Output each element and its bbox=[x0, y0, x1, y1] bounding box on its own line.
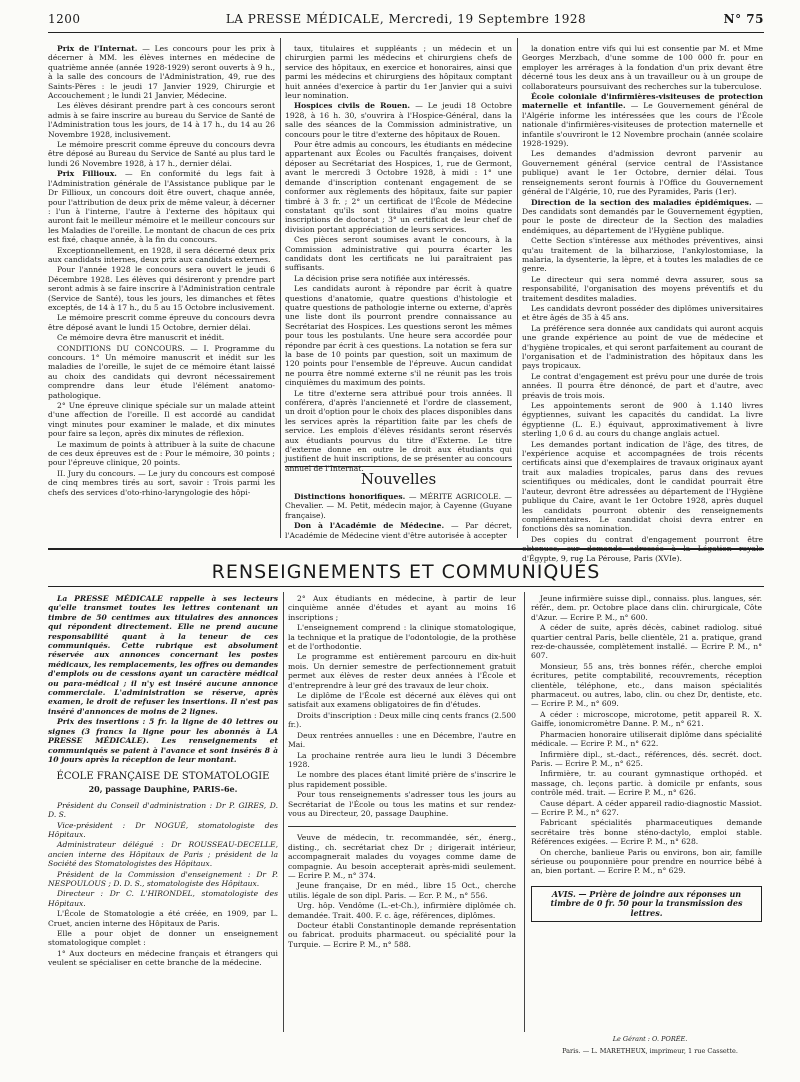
list-item: Infirmière, tr. au courant gymnastique orthopéd. et massage, ch. leçons partic. à domicile pr enfants, sous contrôle méd. trait. — Ecrire P. M., n° 626. bbox=[531, 769, 762, 798]
issue-number: N° 75 bbox=[723, 12, 764, 26]
paragraph-text: CONDITIONS DU CONCOURS. — I. Programme du concours. 1° Un mémoire manuscrit et inédit sur les maladies de l'oreille, le sujet de ce mémoire étant laissé au choix des candidats qui devront nécessairement comprendre dans leur étude l'élément anatomo-pathologique. bbox=[48, 343, 275, 400]
list-item: 1° Aux docteurs en médecine français et étrangers qui veulent se spécialiser en cette branche de la médecine. bbox=[48, 948, 278, 968]
list-item: Jeune infirmière suisse dipl., connaiss. plus. langues, sér. référ., dem. pr. Octobre place dans clin. chirurgicale, Côte d'Azur. — Ecrire P. M., n° 600. bbox=[531, 594, 762, 622]
list-item: Président du Conseil d'administration : Dr P. GIRES, D. D. S. bbox=[48, 800, 278, 820]
list-item: Administrateur délégué : Dr ROUSSEAU-DECELLE, ancien interne des Hôpitaux de Paris ; président de la Société des Stomatologistes des Hôpitaux. bbox=[48, 840, 278, 869]
imprint bbox=[540, 1033, 760, 1057]
banner-rule-bottom bbox=[48, 586, 764, 587]
list-item: Elle a pour objet de donner un enseignement stomatologique complet : bbox=[48, 929, 278, 948]
column-3 bbox=[522, 44, 763, 563]
paragraph bbox=[48, 265, 275, 312]
paragraph-text: — Le Gouvernement général de l'Algérie informe les intéressées que les cours de l'École nationale d'infirmières-visiteuses de protection maternelle et infantile s'ouvriront le 12 Novembre prochain (année scolaire 1928-1929). bbox=[522, 101, 763, 149]
paragraph bbox=[522, 149, 763, 196]
paragraph-text: Les élèves désirant prendre part à ces concours seront admis à se faire inscrire au bureau du Service de Santé de l'Administration tous les jours, de 14 à 17 h., du 14 au 26 Novembre 1928, inclusivement. bbox=[48, 101, 275, 139]
paragraph bbox=[48, 440, 275, 468]
printer-line: Paris. — L. MARETHEUX, imprimeur, 1 rue Cassette. bbox=[562, 1047, 738, 1055]
paragraph bbox=[522, 44, 763, 91]
manager-line: Le Gérant : O. PORÉE. bbox=[612, 1035, 688, 1043]
header-rule bbox=[48, 32, 764, 33]
classified-ads bbox=[288, 833, 516, 949]
paragraph-text: La décision prise sera notifiée aux intéressés. bbox=[294, 273, 471, 283]
paragraph-text: Les appointements seront de 900 à 1.140 livres égyptiennes, suivant les capacités du candidat. La livre égyptienne (L. E.) équivaut, approximativement à livre sterling 1,0 6 d. au cours du change anglais actuel. bbox=[522, 401, 763, 439]
classifieds-column-3 bbox=[531, 594, 762, 1034]
paragraph-text: taux, titulaires et suppléants ; un médecin et un chirurgien parmi les médecins et chirurgiens chefs de service des hôpitaux, en exercice et honoraires, ainsi que parmi les médecins et chirurgiens des hôpitaux comptant huit années d'exercice à partir du 1er Janvier qui a suivi leur nomination. bbox=[285, 44, 512, 101]
paragraph-text: Les candidats devront posséder des diplômes universitaires et être âgés de 35 à 45 ans. bbox=[522, 303, 763, 323]
paragraph bbox=[285, 492, 512, 520]
paragraph bbox=[48, 344, 275, 400]
paragraph-heading: École coloniale d'infirmières-visiteuses de protection maternelle et infantile. bbox=[522, 92, 763, 111]
list-item: Veuve de médecin, tr. recommandée, sér., énerg., disting., ch. secrétariat chez Dr ; dirigerait intérieur, accompagnerait malades du voyages comme dame de compagnie. Au besoin accepterait après-midi seulement. — Ecrire P. M., n° 374. bbox=[288, 833, 516, 880]
list-item: Vice-président : Dr NOGUÉ, stomatologiste des Hôpitaux. bbox=[48, 820, 278, 839]
paragraph-text: — Des candidats sont demandés par le Gouvernement égyptien, pour le poste de directeur de la Section des maladies endémiques, au département de l'Hygiène publique. bbox=[522, 197, 763, 235]
section-banner: RENSEIGNEMENTS ET COMMUNIQUÉS bbox=[211, 561, 601, 583]
paragraph bbox=[285, 235, 512, 273]
paragraph-text: — MÉRITE AGRICOLE. — Chevalier. — M. Petit, médecin major, à Cayenne (Guyane française). bbox=[285, 492, 512, 520]
list-item: Pharmacien honoraire utiliserait diplôme dans spécialité médicale. — Ecrire P. M., n° 622. bbox=[531, 729, 762, 749]
banner-rule-top bbox=[48, 548, 764, 550]
paragraph-text: Exceptionnellement, en 1928, il sera décerné deux prix aux candidats internes, deux prix aux candidats externes. bbox=[48, 245, 275, 264]
classifieds-column-1 bbox=[48, 594, 278, 1034]
list-item: Directeur : Dr C. L'HIRONDEL, stomatologiste des Hôpitaux. bbox=[48, 889, 278, 908]
paragraph bbox=[522, 275, 763, 303]
classifieds-intro: La PRESSE MÉDICALE rappelle à ses lecteurs qu'elle transmet toutes les lettres contenant un timbre de 50 centimes aux titulaires des annonces qui répondent directement. Elle ne prend aucune responsabilité quant à la teneur de ces communiqués. Cette rubrique est absolument réservée aux annonces concernant les postes médicaux, les remplacements, les offres ou demandes d'emplois ou de cessions ayant un caractère médical ou para-médical ; il n'y est inséré aucune annonce commerciale. L'administration se réserve, après examen, le droit de refuser les insertions. Il n'est pas inséré d'annonces de moins de 2 lignes. bbox=[48, 594, 278, 716]
column-divider bbox=[524, 592, 525, 1032]
section-rule bbox=[285, 466, 512, 467]
list-item: Pour tous renseignements s'adresser tous les jours au Secrétariat de l'École ou tous les matins et sur rendez-vous au Directeur, 20, passage Dauphine. bbox=[288, 790, 516, 818]
paragraph bbox=[522, 401, 763, 439]
paragraph-text: Le maximum de points à attribuer à la suite de chacune de ces deux épreuves est de : Pour le mémoire, 30 points ; pour l'épreuve clinique, 20 points. bbox=[48, 439, 275, 468]
paragraph bbox=[285, 521, 512, 540]
list-item: Le nombre des places étant limité prière de s'inscrire le plus rapidement possible. bbox=[288, 770, 516, 789]
paragraph-text: la donation entre vifs qui lui est consentie par M. et Mme Georges Merzbach, d'une somme de 100 000 fr. pour en employer les arrérages à la fondation d'un prix devant être décerné tous les deux ans à un travailleur ou à un groupe de collaborateurs poursuivant des recherches sur la tuberculose. bbox=[522, 44, 763, 91]
paragraph bbox=[522, 440, 763, 534]
paragraph-text: La préférence sera donnée aux candidats qui auront acquis une grande expérience au point de vue de médecine et d'hygiène tropicales, et qui seront parfaitement au courant de l'organisation et de l'administration des hôpitaux dans les pays tropicaux. bbox=[522, 323, 763, 371]
paragraph bbox=[48, 333, 275, 342]
journal-title: LA PRESSE MÉDICALE, Mercredi, 19 Septembre 1928 bbox=[225, 12, 587, 26]
paragraph bbox=[48, 401, 275, 439]
paragraph bbox=[522, 304, 763, 323]
paragraph bbox=[48, 101, 275, 139]
paragraph-text: Ce mémoire devra être manuscrit et inédit. bbox=[57, 333, 225, 343]
paragraph-heading: Distinctions honorifiques. bbox=[294, 492, 409, 501]
paragraph bbox=[285, 389, 512, 474]
paragraph-heading: Hospices civils de Rouen. bbox=[294, 101, 416, 111]
paragraph-text: 2° Une épreuve clinique spéciale sur un malade atteint d'une affection de l'oreille. Il est accordé au candidat vingt minutes pour examiner le malade, et dix minutes pour faire sa leçon, après dix minutes de réflexion. bbox=[48, 401, 275, 439]
paragraph-text: — Les concours pour les prix à décerner à MM. les élèves internes en médecine de quatrième année (année 1928-1929) seront ouverts à 9 h., à la salle des concours de l'Administration, 49, rue des Saints-Pères : le jeudi 17 Janvier 1929, Chirurgie et Accouchement ; le lundi 21 Janvier, Médecine. bbox=[48, 44, 275, 101]
list-item: A céder : microscope, microtome, petit appareil R. X. Gaiffe, ionomicromètre Danne. P. M., n° 621. bbox=[531, 709, 762, 729]
school-name: ÉCOLE FRANÇAISE DE STOMATOLOGIE bbox=[56, 771, 270, 783]
classified-ads bbox=[531, 594, 762, 876]
paragraph bbox=[522, 324, 763, 371]
list-item: Le diplôme de l'École est décerné aux élèves qui ont satisfait aux examens obligatoires de fin d'études. bbox=[288, 691, 516, 710]
paragraph-text: Le mémoire prescrit comme épreuve du concours devra être déposé avant le lundi 15 Octobre, dernier délai. bbox=[48, 313, 275, 332]
school-staff bbox=[48, 801, 278, 908]
list-item: Jeune française, Dr en méd., libre 15 Oct., cherche utilis. légale de son dipl. Paris. — Ecr. P. M., n° 556. bbox=[288, 881, 516, 900]
page-header bbox=[48, 10, 764, 28]
column-divider bbox=[280, 38, 281, 538]
paragraph bbox=[285, 44, 512, 100]
paragraph-text: Cette Section s'intéresse aux méthodes préventives, ainsi qu'au traitement de la bilharziose, l'ankylostomiase, la malaria, la dysenterie, la lèpre, et à toutes les maladies de ce genre. bbox=[522, 236, 763, 274]
nouvelles-heading: Nouvelles bbox=[360, 470, 437, 488]
list-item: On cherche, banlieue Paris ou environs, bon air, famille sérieuse ou pouponnière pour prendre en nourrice bébé à an, bien portant. — Ecrire P. M., n° 629. bbox=[531, 847, 762, 876]
paragraph-heading: Don à l'Académie de Médecine. bbox=[294, 521, 451, 531]
paragraph-text: Pour l'année 1928 le concours sera ouvert le jeudi 6 Décembre 1928. Les élèves qui désireront y prendre part seront admis à se faire inscrire à l'Administration centrale (Service de Santé), tous les jours, les dimanches et fêtes exceptés, de 14 à 17 h., du 5 au 15 Octobre inclusivement. bbox=[48, 265, 275, 312]
paragraph-text: — En conformité du legs fait à l'Administration générale de l'Assistance publique par le Dr Fillioux, un concours doit être ouvert, chaque année, pour l'attribution de deux prix de même valeur, à décerner : l'un à l'interne, l'autre à l'externe des hôpitaux qui auront fait le meilleur mémoire et le meilleur concours sur les Maladies de l'oreille. Le montant de chacun de ces prix est fixé, chaque année, à la fin du concours. bbox=[48, 169, 275, 245]
paragraph bbox=[522, 198, 763, 236]
paragraph bbox=[48, 169, 275, 244]
paragraph-text: II. Jury du concours. — Le jury du concours est composé de cinq membres tirés au sort, savoir : Trois parmi les chefs des services d'oto-rhino-laryngologie des hôpi- bbox=[48, 468, 275, 497]
list-item: L'enseignement comprend : la clinique stomatologique, la technique et la pratique de l'odontologie, de la prothèse et de l'orthodontie. bbox=[288, 623, 516, 652]
school-description bbox=[48, 909, 278, 967]
paragraph bbox=[285, 140, 512, 234]
list-item: Président de la Commission d'enseignement : Dr P. NESPOULOUS ; D. D. S., stomatologiste des Hôpitaux. bbox=[48, 869, 278, 888]
list-item: A céder de suite, après décès, cabinet radiolog. situé quartier central Paris, belle clientèle, 21 a. pratique, grand rez-de-chaussée, complètement installé. — Ecrire P. M., n° 607. bbox=[531, 623, 762, 661]
classifieds-column-2 bbox=[288, 594, 516, 1034]
paragraph-heading: Prix Fillioux. bbox=[57, 169, 126, 179]
list-item: Droits d'inscription : Deux mille cinq cents francs (2.500 fr.). bbox=[288, 710, 516, 730]
paragraph-heading: Prix de l'Internat. bbox=[57, 44, 143, 53]
school-address: 20, passage Dauphine, PARIS-6e. bbox=[88, 784, 238, 795]
list-item: Le programme est entièrement parcouru en dix-huit mois. Un dernier semestre de perfectionnement gratuit permet aux élèves de rester deux années à l'École et d'entreprendre à leur gré des travaux de leur choix. bbox=[288, 652, 516, 690]
list-item: Deux rentrées annuelles : une en Décembre, l'autre en Mai. bbox=[288, 730, 516, 750]
column-2 bbox=[285, 44, 512, 473]
paragraph bbox=[285, 284, 512, 387]
paragraph-text: — Par décret, l'Académie de Médecine vient d'être autorisée à accepter bbox=[285, 521, 512, 540]
list-item: Urg. hôp. Vendôme (L.-et-Ch.), infirmière diplômée ch. demandée. Trait. 400. F. c. âge, références, diplômes. bbox=[288, 901, 516, 920]
classifieds-prices: Prix des insertions : 5 fr. la ligne de 40 lettres ou signes (3 francs la ligne pour les abonnés à LA PRESSE MÉDICALE). Les renseignements et communiqués se paient à l'avance et sont insérés 8 à 10 jours après la réception de leur montant. bbox=[48, 717, 278, 764]
paragraph bbox=[522, 92, 763, 148]
paragraph-text: Le contrat d'engagement est prévu pour une durée de trois années. Il pourra être dénoncé, de part et d'autre, avec préavis de trois mois. bbox=[522, 371, 763, 400]
paragraph-text: Le directeur qui sera nommé devra assurer, sous sa responsabilité, l'organisation des moyens préventifs et du traitement desdites maladies. bbox=[522, 274, 763, 303]
column-divider bbox=[283, 592, 284, 1032]
list-item: Docteur établi Constantinople demande représentation ou fabricat. produits pharmaceut. ou spécialité pour la Turquie. — Ecrire P. M., n° 588. bbox=[288, 921, 516, 949]
paragraph-text: Les demandes d'admission devront parvenir au Gouvernement général (service central de l'Assistance publique) avant le 1er Octobre, dernier délai. Tous renseignements seront fournis à l'Office du Gouvernement général de l'Algérie, 10, rue des Pyramides, Paris (1er). bbox=[522, 149, 763, 197]
list-item: L'École de Stomatologie a été créée, en 1909, par L. Cruet, ancien interne des Hôpitaux de Paris. bbox=[48, 909, 278, 928]
paragraph-text: Le titre d'externe sera attribué pour trois années. Il conférera, d'après l'ancienneté et l'ordre de classement, un droit d'option pour le choix des places disponibles dans les services après la répartition faite par les chefs de service. Les emplois d'élèves résidants seront réservés aux étudiants pourvus du titre d'Externe. Le titre d'externe donne en outre le droit aux étudiants qui justifient de huit inscriptions, de se présenter au concours annuel de l'Internat. bbox=[285, 388, 512, 473]
paragraph bbox=[48, 469, 275, 497]
paragraph-text: Ces pièces seront soumises avant le concours, à la Commission administrative qui pourra écarter les candidats dont les certificats ne lui paraîtraient pas suffisants. bbox=[285, 235, 512, 273]
paragraph-text: Les candidats auront à répondre par écrit à quatre questions d'anatomie, quatre questions d'histologie et quatre questions de pathologie interne ou externe, d'après une liste dont ils pourront prendre connaissance au Secrétariat des Hospices. Les questions seront les mêmes pour tous les postulants. Une heure sera accordée pour répondre par écrit à ces questions. La notation se fera sur la base de 10 points par question, soit un maximum de 120 points pour l'ensemble de l'épreuve. Aucun candidat ne pourra être nommé externe s'il ne réunit pas les trois cinquièmes du maximum des points. bbox=[285, 284, 512, 388]
column-1 bbox=[48, 44, 275, 532]
paragraph bbox=[522, 236, 763, 274]
paragraph-heading: Direction de la section des maladies épidémiques. bbox=[531, 197, 756, 207]
paragraph bbox=[48, 140, 275, 168]
list-item: Cause départ. A céder appareil radio-diagnostic Massiot. — Ecrire P. M., n° 627. bbox=[531, 798, 762, 817]
paragraph bbox=[285, 274, 512, 283]
paragraph bbox=[285, 101, 512, 139]
list-item: La prochaine rentrée aura lieu le lundi 3 Décembre 1928. bbox=[288, 750, 516, 769]
paragraph-text: Les demandes portant indication de l'âge, des titres, de l'expérience acquise et accompagnées de trois récents certificats ainsi que d'exemplaires de travaux originaux ayant trait aux maladies tropicales, parus dans des revues scientifiques ou médicales, dont le candidat pourrait être l'auteur, devront être adressées au département de l'Hygiène publique du Caire, avant le 1er Octobre 1928, après duquel les candidats pourront obtenir des renseignements complémentaires. Le candidat choisi devra entrer en fonctions dès sa nomination. bbox=[522, 439, 763, 534]
list-item: Monsieur, 55 ans, très bonnes référ., cherche emploi écritures, petite comptabilité, recouvrements, réception clientèle, téléphone, etc., dans maison spécialités pharmaceut. ou autres, labo, clin. ou chez Dr, dentiste, etc. — Ecrire P. M., n° 609. bbox=[531, 661, 762, 709]
column-divider bbox=[517, 38, 518, 538]
list-item: Infirmière dipl., st.-dact., références, dés. secrét. doct. Paris. — Ecrire P. M., n° 625. bbox=[531, 749, 762, 768]
paragraph-text: — Le jeudi 18 Octobre 1928, à 16 h. 30, s'ouvrira à l'Hospice-Général, dans la salle des séances de la Commission administrative, un concours pour le titre d'externe des hôpitaux de Rouen. bbox=[285, 101, 512, 139]
paragraph bbox=[48, 313, 275, 332]
page-number: 1200 bbox=[48, 12, 81, 26]
paragraph bbox=[48, 44, 275, 100]
separator bbox=[288, 826, 516, 827]
list-item: Fabricant spécialités pharmaceutiques demande secrétaire très bonne sténo-dactylo, emploi stable. Références exigées. — Ecrire P. M., n° 628. bbox=[531, 818, 762, 847]
list-item: 2° Aux étudiants en médecine, à partir de leur cinquième année d'études et ayant au moins 16 inscriptions ; bbox=[288, 594, 516, 622]
paragraph-text: Pour être admis au concours, les étudiants en médecine appartenant aux Écoles ou Facultés françaises, doivent déposer au Secrétariat des Hospices, 1, rue de Germont, avant le mercredi 3 Octobre 1928, à midi : 1° une demande d'inscription contenant engagement de se conformer aux règlements des hôpitaux, faite sur papier timbré à 3 fr. ; 2° un certificat de l'École de Médecine constatant qu'ils sont titulaires d'au moins quatre inscriptions de doctorat ; 3° un certificat de leur chef de division portant appréciation de leurs services. bbox=[285, 140, 512, 234]
paragraph bbox=[48, 246, 275, 265]
paragraph bbox=[522, 372, 763, 400]
paragraph-text: Le mémoire prescrit comme épreuve du concours devra être déposé au Bureau du Service de Santé au plus tard le lundi 26 Novembre 1928, à 17 h., dernier délai. bbox=[48, 140, 275, 168]
school-details bbox=[288, 594, 516, 818]
avis-notice: AVIS. — Prière de joindre aux réponses un timbre de 0 fr. 50 pour la transmission des lettres. bbox=[531, 886, 762, 922]
paragraph-text: Des copies du contrat d'engagement pourront être obtenues, sur demande adressée à la Légation royale d'Égypte, 9, rue La Pérouse, Paris (XVIe). bbox=[522, 534, 763, 563]
column-2-nouvelles bbox=[285, 492, 512, 540]
